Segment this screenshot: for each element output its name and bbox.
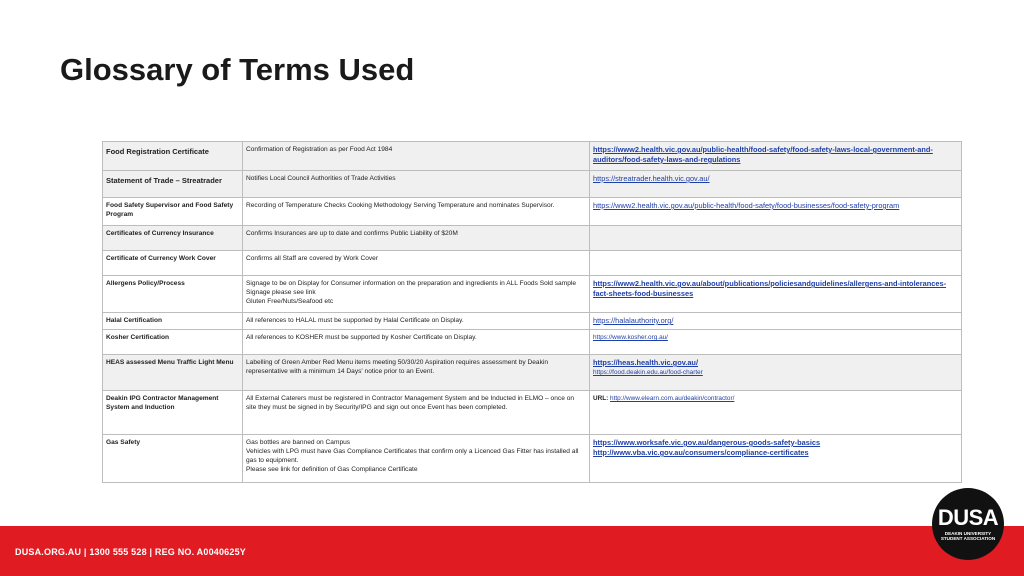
link-cell xyxy=(590,391,962,435)
link-cell xyxy=(590,142,962,171)
worksafe-link[interactable]: https://www.worksafe.vic.gov.au/dangerous-goods-safety-basics xyxy=(593,438,821,447)
table-row xyxy=(103,330,962,355)
description-line: Gas bottles are banned on Campus xyxy=(246,439,351,446)
term-cell: Kosher Certification xyxy=(103,330,243,355)
link-cell xyxy=(590,355,962,391)
term-cell: Certificate of Currency Work Cover xyxy=(103,251,243,276)
url-label: URL: xyxy=(593,395,609,402)
dusa-logo xyxy=(932,488,1004,560)
link-cell xyxy=(590,435,962,483)
description-line: Confirmation of Registration as per Food Act 1984 xyxy=(246,146,393,153)
description-cell xyxy=(243,226,590,251)
term-cell: Gas Safety xyxy=(103,435,243,483)
table-row xyxy=(103,198,962,226)
description-line: All External Caterers must be registered in Contractor Management System and be Inducted in ELMO – once on site they must be signed in by Security/IPG and sign out once Event has been completed. xyxy=(246,395,575,411)
allergens-link[interactable]: https://www2.health.vic.gov.au/about/publications/policiesandguidelines/allergens-and-intolerances-fact-sheets-food-businesses xyxy=(593,279,947,298)
logo-sub-text xyxy=(941,531,995,542)
description-line: Please see link for definition of Gas Compliance Certificate xyxy=(246,466,418,473)
term-cell: Allergens Policy/Process xyxy=(103,276,243,313)
term-cell: Halal Certification xyxy=(103,313,243,330)
description-cell xyxy=(243,276,590,313)
description-cell xyxy=(243,251,590,276)
elearn-contractor-link[interactable]: http://www.elearn.com.au/deakin/contractor/ xyxy=(610,395,735,402)
description-line: Recording of Temperature Checks Cooking Methodology Serving Temperature and nominates Supervisor. xyxy=(246,202,555,209)
food-safety-laws-link[interactable]: https://www2.health.vic.gov.au/public-health/food-safety/food-safety-laws-local-government-and-auditors/food-safety-laws-and-regulations xyxy=(593,145,933,164)
description-line: All references to HALAL must be supported by Halal Certificate on Display. xyxy=(246,317,464,324)
description-cell xyxy=(243,198,590,226)
table-row xyxy=(103,276,962,313)
logo-sub-line: DEAKIN UNIVERSITY xyxy=(944,530,992,536)
description-cell xyxy=(243,313,590,330)
url-row xyxy=(593,395,734,402)
food-safety-program-link[interactable]: https://www2.health.vic.gov.au/public-health/food-safety/food-businesses/food-safety-program xyxy=(593,201,900,210)
term-cell: Deakin IPG Contractor Management System and Induction xyxy=(103,391,243,435)
kosher-link[interactable]: https://www.kosher.org.au/ xyxy=(593,334,668,341)
term-cell: Food Safety Supervisor and Food Safety Program xyxy=(103,198,243,226)
table-row xyxy=(103,251,962,276)
description-cell xyxy=(243,330,590,355)
footer-contact-text: DUSA.ORG.AU | 1300 555 528 | REG NO. A0040625Y xyxy=(15,547,247,557)
term-cell: Statement of Trade – Streatrader xyxy=(103,171,243,198)
description-cell xyxy=(243,171,590,198)
link-cell xyxy=(590,198,962,226)
halal-authority-link[interactable]: https://halalauthority.org/ xyxy=(593,316,674,325)
description-cell xyxy=(243,435,590,483)
link-cell xyxy=(590,276,962,313)
term-cell: HEAS assessed Menu Traffic Light Menu xyxy=(103,355,243,391)
vba-link[interactable]: http://www.vba.vic.gov.au/consumers/compliance-certificates xyxy=(593,448,809,457)
footer-bar xyxy=(0,526,1024,576)
logo-main-text: DUSA xyxy=(937,504,999,530)
description-line: Gluten Free/Nuts/Seafood etc xyxy=(246,298,334,305)
logo-sub-line: STUDENT ASSOCIATION xyxy=(940,536,996,541)
term-cell: Food Registration Certificate xyxy=(103,142,243,171)
streatrader-link[interactable]: https://streatrader.health.vic.gov.au/ xyxy=(593,174,710,183)
food-charter-link[interactable]: https://food.deakin.edu.au/food-charter xyxy=(593,369,703,376)
table-row xyxy=(103,355,962,391)
glossary-table xyxy=(102,141,962,483)
description-line: All references to KOSHER must be supported by Kosher Certificate on Display. xyxy=(246,334,477,341)
table-row xyxy=(103,142,962,171)
description-line: Confirms Insurances are up to date and confirms Public Liability of $20M xyxy=(246,230,458,237)
table-row xyxy=(103,435,962,483)
link-cell xyxy=(590,226,962,251)
page-title: Glossary of Terms Used xyxy=(60,52,415,87)
description-line: Signage to be on Display for Consumer information on the preparation and ingredients in ALL Foods Sold sample Signage please see link xyxy=(246,280,577,296)
table-row xyxy=(103,391,962,435)
description-line: Notifies Local Council Authorities of Trade Activities xyxy=(246,175,396,182)
heas-link[interactable]: https://heas.health.vic.gov.au/ xyxy=(593,358,698,367)
description-line: Confirms all Staff are covered by Work Cover xyxy=(246,255,379,262)
table-row xyxy=(103,171,962,198)
description-cell xyxy=(243,391,590,435)
description-line: Vehicles with LPG must have Gas Compliance Certificates that confirm only a Licenced Gas Fitter has installed all gas to equipment. xyxy=(246,448,579,464)
term-cell: Certificates of Currency Insurance xyxy=(103,226,243,251)
table-row xyxy=(103,226,962,251)
link-cell xyxy=(590,330,962,355)
link-cell xyxy=(590,171,962,198)
description-cell xyxy=(243,142,590,171)
table-row xyxy=(103,313,962,330)
link-cell xyxy=(590,251,962,276)
link-cell xyxy=(590,313,962,330)
description-line: Labelling of Green Amber Red Menu items meeting 50/30/20 Aspiration requires assessment by Deakin representative with a minimum 14 Days' notice prior to an Event. xyxy=(246,359,549,375)
description-cell xyxy=(243,355,590,391)
